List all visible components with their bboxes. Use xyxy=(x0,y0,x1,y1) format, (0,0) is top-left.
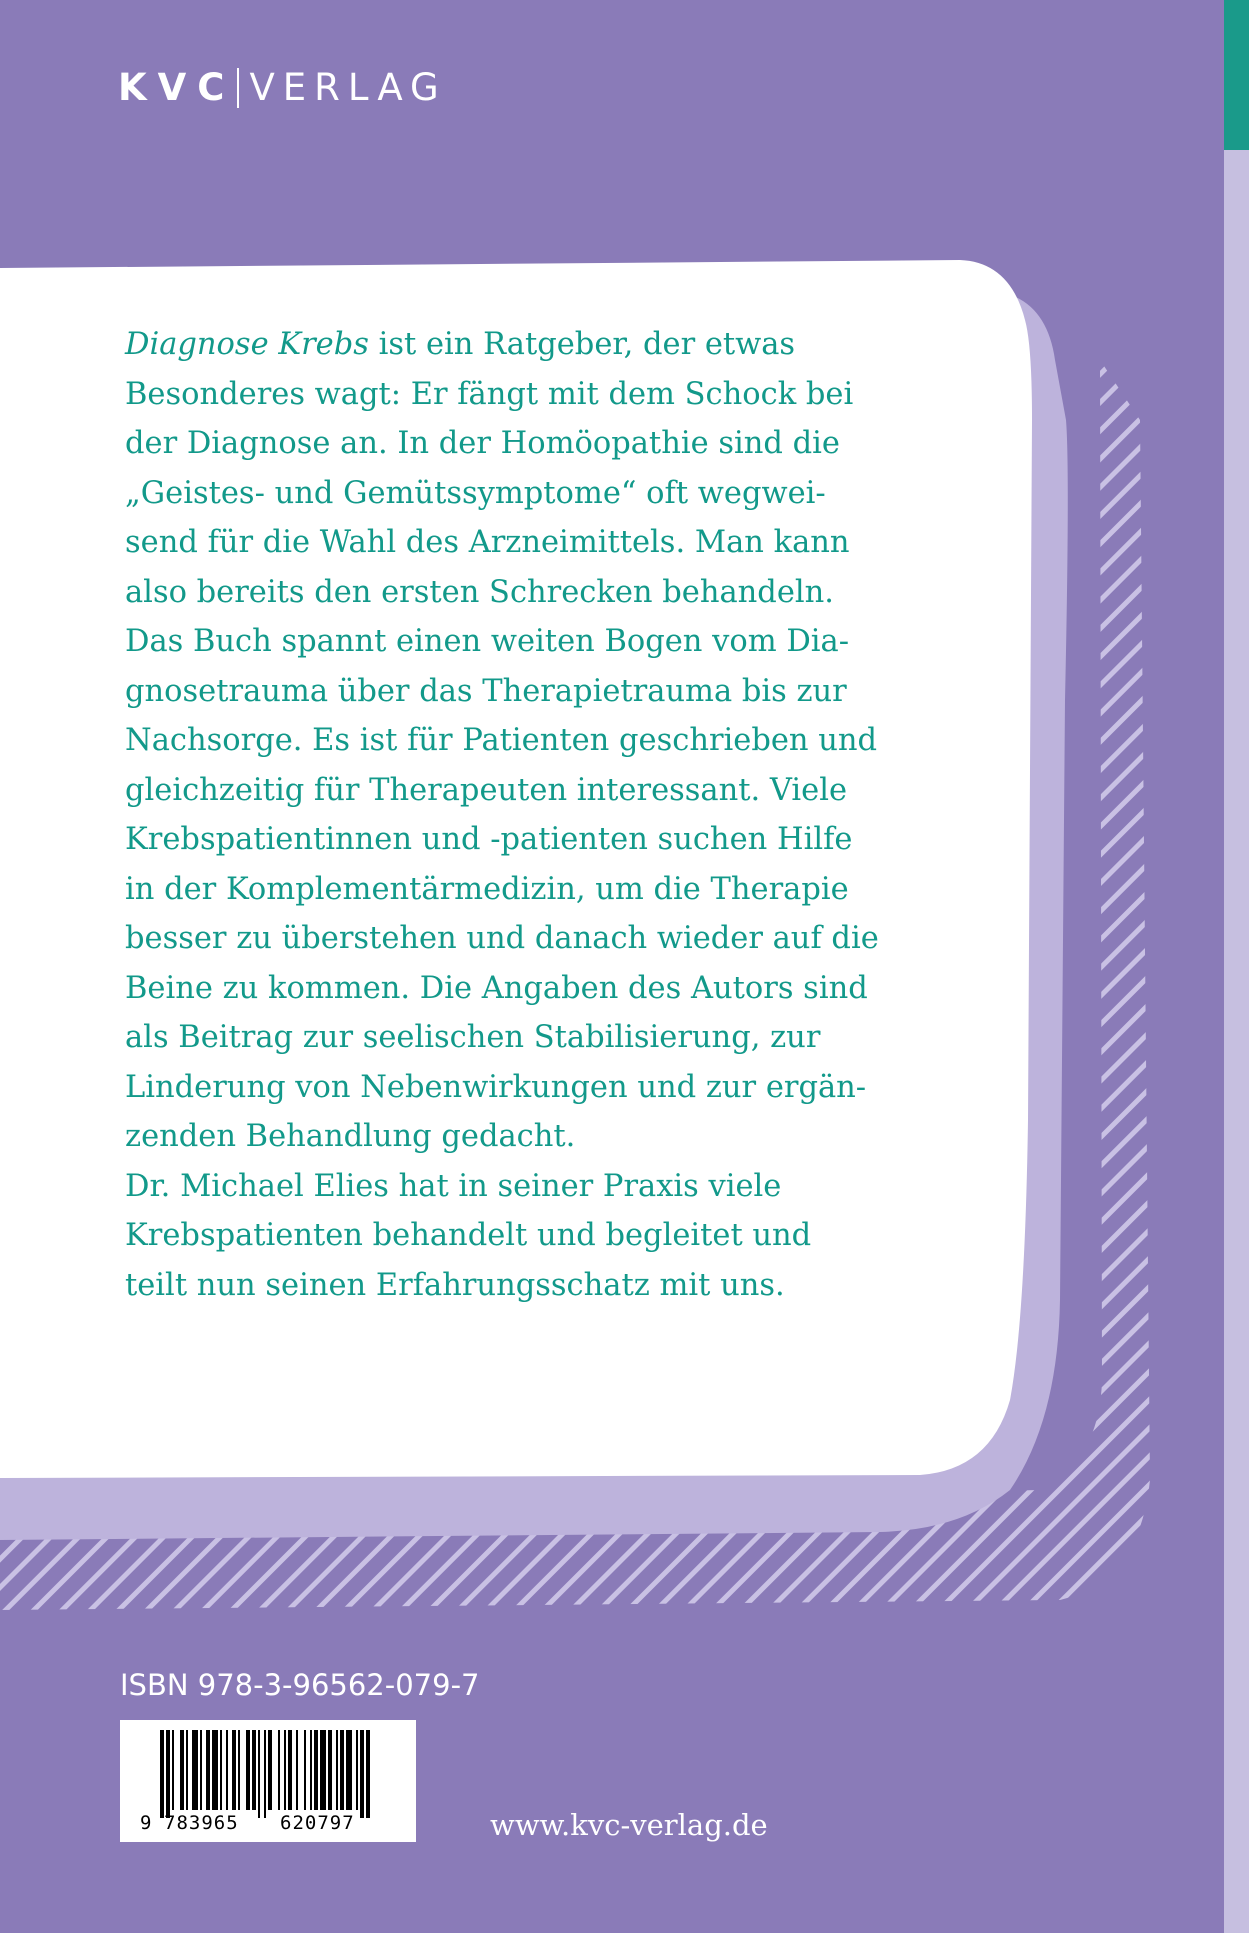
barcode-bar xyxy=(232,1730,236,1810)
blurb-text xyxy=(125,320,975,1310)
barcode-bar xyxy=(192,1730,198,1810)
barcode-bar xyxy=(278,1730,280,1810)
publisher-brand: KVC xyxy=(118,66,236,109)
barcode-first-digit: 9 xyxy=(140,1812,152,1834)
blurb-line: Beine zu kommen. Die Angaben des Autors sind xyxy=(125,970,868,1006)
barcode-bar xyxy=(258,1730,260,1818)
blurb-line: Krebspatientinnen und -patienten suchen Hilfe xyxy=(125,822,853,857)
barcode-bar xyxy=(160,1730,164,1818)
barcode-bar xyxy=(206,1730,210,1810)
blurb-line: Dr. Michael Elies hat in seiner Praxis viele xyxy=(125,1168,782,1204)
blurb-line: in der Komplementärmedizin, um die Therapie xyxy=(125,871,849,907)
blurb-line: send für die Wahl des Arzneimittels. Man kann xyxy=(125,525,850,560)
barcode-bar xyxy=(166,1730,170,1818)
barcode-bar xyxy=(296,1730,298,1810)
blurb-line: teilt nun seinen Erfahrungsschatz mit uns. xyxy=(125,1267,785,1303)
blurb-line: gnosetrauma über das Therapietrauma bis zur xyxy=(125,673,847,709)
barcode-bar xyxy=(310,1730,312,1810)
barcode-bar xyxy=(340,1730,344,1810)
blurb-title: Diagnose Krebs xyxy=(125,327,369,362)
barcode-bar xyxy=(336,1730,338,1810)
barcode-bar xyxy=(252,1730,256,1810)
barcode-bar xyxy=(186,1730,188,1810)
blurb-line: ist ein Ratgeber, der etwas xyxy=(368,327,796,362)
blurb-line: zenden Behandlung gedacht. xyxy=(125,1119,576,1154)
barcode-bar xyxy=(314,1730,318,1810)
barcode-bar xyxy=(360,1730,364,1818)
spine-accent-bar xyxy=(1224,0,1249,150)
barcode-bar xyxy=(238,1730,240,1810)
barcode-bar xyxy=(180,1730,184,1810)
spine-strip xyxy=(1224,0,1249,1933)
publisher-website[interactable]: www.kvc-verlag.de xyxy=(490,1808,768,1842)
barcode-right-group: 620797 xyxy=(280,1812,355,1834)
barcode-bar xyxy=(268,1730,272,1810)
barcode-bar xyxy=(220,1730,222,1810)
barcode-bar xyxy=(366,1730,370,1818)
barcode-bar xyxy=(304,1730,306,1810)
blurb-line: Das Buch spannt einen weiten Bogen vom Dia- xyxy=(125,624,850,659)
barcode-bar xyxy=(320,1730,326,1810)
isbn-label: ISBN 978-3-96562-079-7 xyxy=(120,1668,480,1702)
barcode-bar xyxy=(356,1730,358,1810)
barcode-bar xyxy=(328,1730,332,1810)
blurb-line: Krebspatienten behandelt und begleitet und xyxy=(125,1218,812,1253)
barcode-bar xyxy=(246,1730,250,1810)
blurb-line: Linderung von Nebenwirkungen und zur ergän- xyxy=(125,1069,867,1105)
barcode-bar xyxy=(172,1730,174,1810)
barcode-bar xyxy=(346,1730,352,1810)
blurb-line: „Geistes- und Gemütssymptome“ oft wegwei- xyxy=(125,475,826,511)
barcode-bar xyxy=(226,1730,228,1810)
barcode xyxy=(120,1720,416,1842)
blurb-line: der Diagnose an. In der Homöopathie sind die xyxy=(125,426,840,461)
blurb-line: als Beitrag zur seelischen Stabilisierung, zur xyxy=(125,1020,821,1055)
blurb-line: Nachsorge. Es ist für Patienten geschrieben und xyxy=(125,723,878,758)
blurb-line: gleichzeitig für Therapeuten interessant. Viele xyxy=(125,772,847,808)
barcode-bar xyxy=(264,1730,266,1818)
barcode-bar xyxy=(200,1730,202,1810)
publisher-suffix: VERLAG xyxy=(249,66,447,109)
blurb-line: Besonderes wagt: Er fängt mit dem Schock bei xyxy=(125,376,854,412)
barcode-left-group: 783965 xyxy=(164,1812,239,1834)
barcode-bar xyxy=(212,1730,218,1810)
blurb-line: also bereits den ersten Schrecken behandeln. xyxy=(125,574,834,610)
barcode-bar xyxy=(288,1730,292,1810)
blurb-line: besser zu überstehen und danach wieder auf die xyxy=(125,921,879,956)
barcode-bar xyxy=(284,1730,286,1810)
